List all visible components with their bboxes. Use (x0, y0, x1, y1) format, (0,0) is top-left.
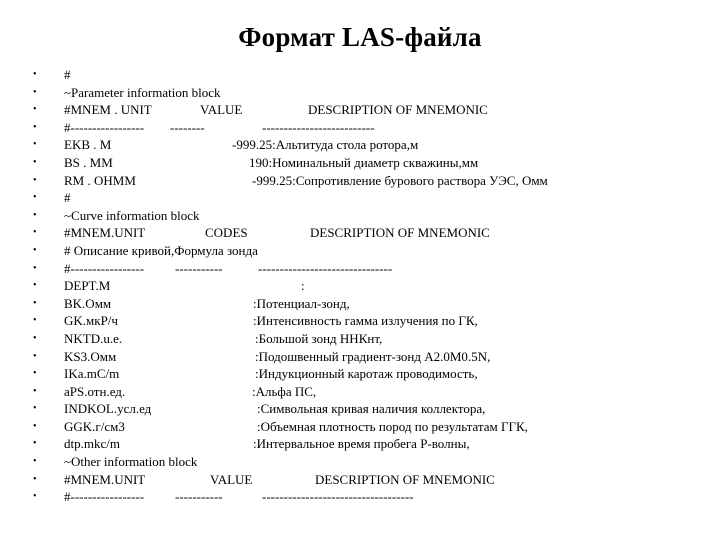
listing-line (0, 400, 720, 418)
bullet-icon: • (33, 385, 37, 397)
line-column-2: -------- (170, 119, 205, 135)
line-column-2: :Подошвенный градиент-зонд A2.0M0.5N, (255, 348, 491, 364)
line-column-1: #----------------- (64, 489, 145, 505)
line-column-2: CODES (205, 225, 248, 241)
line-column-3: DESCRIPTION OF MNEMONIC (308, 102, 488, 118)
bullet-icon: • (33, 86, 37, 98)
line-column-2: :Интенсивность гамма излучения по ГК, (253, 313, 478, 329)
bullet-icon: • (33, 156, 37, 168)
line-column-1: # (64, 190, 71, 206)
line-column-1: #MNEM.UNIT (64, 225, 146, 241)
listing-line (0, 66, 720, 84)
listing-line (0, 172, 720, 190)
line-column-3: DESCRIPTION OF MNEMONIC (310, 225, 490, 241)
las-listing (0, 66, 720, 506)
bullet-icon: • (33, 244, 37, 256)
bullet-icon: • (33, 473, 37, 485)
line-column-1: #----------------- (64, 119, 145, 135)
listing-line (0, 295, 720, 313)
bullet-icon: • (33, 438, 37, 450)
listing-line (0, 242, 720, 260)
bullet-icon: • (33, 209, 37, 221)
listing-line (0, 84, 720, 102)
line-column-2: -999.25:Сопротивление бурового раствора УЭС, Омм (252, 172, 548, 188)
line-column-3: ----------------------------------- (262, 489, 414, 505)
line-column-1: DEPT.M (64, 278, 111, 294)
bullet-icon: • (33, 174, 37, 186)
bullet-icon: • (33, 104, 37, 116)
bullet-icon: • (33, 280, 37, 292)
listing-line (0, 418, 720, 436)
listing-line (0, 224, 720, 242)
line-column-2: :Интервальное время пробега P-волны, (253, 436, 470, 452)
bullet-icon: • (33, 368, 37, 380)
line-column-1: dtp.mkc/m (64, 436, 120, 452)
listing-line (0, 365, 720, 383)
line-column-2: :Индукционный каротаж проводимость, (255, 366, 478, 382)
bullet-icon: • (33, 227, 37, 239)
line-column-2: :Символьная кривая наличия коллектора, (257, 401, 486, 417)
line-column-2: 190:Номинальный диаметр скважины,мм (249, 154, 479, 170)
line-column-1: #MNEM.UNIT (64, 471, 146, 487)
listing-line (0, 471, 720, 489)
listing-line (0, 119, 720, 137)
bullet-icon: • (33, 69, 37, 80)
line-column-2: ----------- (175, 489, 223, 505)
line-column-1: #----------------- (64, 260, 145, 276)
listing-line (0, 453, 720, 471)
listing-line (0, 207, 720, 225)
line-column-2: VALUE (200, 102, 243, 118)
listing-line (0, 488, 720, 506)
line-column-2: :Потенциал-зонд, (253, 295, 350, 311)
line-column-1: ~Other information block (64, 454, 198, 470)
line-column-3: ------------------------------- (258, 260, 393, 276)
listing-line (0, 348, 720, 366)
line-column-2: :Альфа ПС, (252, 383, 317, 399)
bullet-icon: • (33, 332, 37, 344)
line-column-1: GGK.г/см3 (64, 418, 125, 434)
slide-title: Формат LAS-файла (238, 22, 482, 52)
listing-line (0, 136, 720, 154)
listing-line (0, 260, 720, 278)
line-column-1: # Описание кривой,Формула зонда (64, 242, 258, 258)
listing-line (0, 154, 720, 172)
listing-line (0, 101, 720, 119)
line-column-2: :Большой зонд ННКнт, (255, 330, 383, 346)
line-column-2: : (301, 278, 305, 294)
line-column-2: :Объемная плотность пород по результатам ГГК, (257, 418, 528, 434)
bullet-icon: • (33, 262, 37, 274)
line-column-1: # (64, 67, 71, 82)
line-column-1: BS . MM (64, 154, 113, 170)
line-column-3: DESCRIPTION OF MNEMONIC (315, 471, 495, 487)
line-column-1: IKa.mC/m (64, 366, 120, 382)
listing-line (0, 435, 720, 453)
line-column-2: VALUE (210, 471, 253, 487)
bullet-icon: • (33, 420, 37, 432)
line-column-1: NKTD.u.e. (64, 330, 123, 346)
line-column-1: INDKOL.усл.ед (64, 401, 152, 417)
bullet-icon: • (33, 192, 37, 204)
line-column-1: ~Curve information block (64, 207, 200, 223)
line-column-1: BK.Омм (64, 295, 112, 311)
line-column-1: ~Parameter information block (64, 84, 221, 100)
line-column-3: -------------------------- (262, 119, 375, 135)
listing-line (0, 277, 720, 295)
bullet-icon: • (33, 403, 37, 415)
listing-line (0, 189, 720, 207)
line-column-1: aPS.отн.ед. (64, 383, 126, 399)
line-column-1: GK.мкР/ч (64, 313, 118, 329)
listing-line (0, 330, 720, 348)
bullet-icon: • (33, 456, 37, 468)
line-column-1: KS3.Омм (64, 348, 117, 364)
bullet-icon: • (33, 350, 37, 362)
line-column-1: #MNEM . UNIT (64, 102, 152, 118)
bullet-icon: • (33, 297, 37, 309)
listing-line (0, 312, 720, 330)
listing-line (0, 383, 720, 401)
bullet-icon: • (33, 491, 37, 503)
line-column-2: -999.25:Альтитуда стола ротора,м (232, 137, 419, 153)
bullet-icon: • (33, 139, 37, 151)
line-column-1: EKB . M (64, 137, 112, 153)
bullet-icon: • (33, 315, 37, 327)
line-column-1: RM . OHMM (64, 172, 136, 188)
line-column-2: ----------- (175, 260, 223, 276)
bullet-icon: • (33, 121, 37, 133)
